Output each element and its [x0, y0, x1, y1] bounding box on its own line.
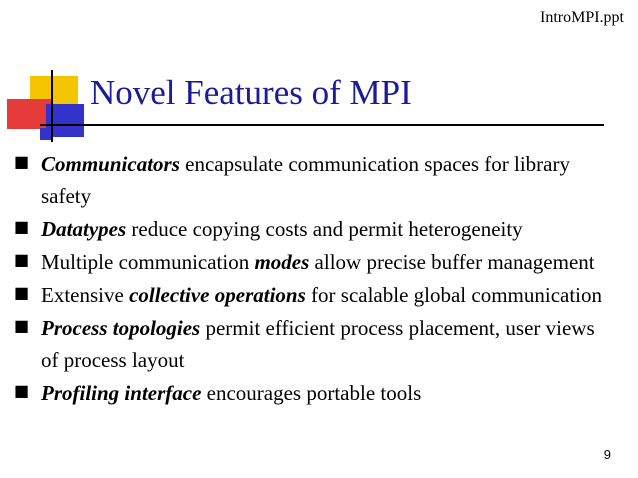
square-bullet-icon: ■: [14, 217, 30, 236]
page-number: 9: [603, 447, 611, 462]
emphasis-term: Datatypes: [41, 217, 127, 241]
title-divider: [40, 124, 604, 126]
emphasis-term: Process topologies: [41, 316, 201, 340]
bullet-item: ■ Process topologies permit efficient process placement, user views of process layout: [14, 316, 595, 372]
square-bullet-icon: ■: [14, 381, 30, 400]
logo-vertical-line: [51, 70, 53, 142]
bullet-item: ■ Datatypes reduce copying costs and permit heterogeneity: [14, 217, 523, 241]
bullet-item: ■ Multiple communication modes allow precise buffer management: [14, 250, 595, 274]
bullet-item: ■ Communicators encapsulate communication spaces for library safety: [14, 152, 570, 208]
emphasis-term: modes: [254, 250, 310, 274]
decorative-logo: [0, 0, 100, 150]
emphasis-term: Communicators: [41, 152, 180, 176]
emphasis-term: collective operations: [129, 283, 306, 307]
emphasis-term: Profiling interface: [41, 381, 202, 405]
square-bullet-icon: ■: [14, 152, 30, 171]
bullet-item: ■ Extensive collective operations for scalable global communication: [14, 283, 603, 307]
square-bullet-icon: ■: [14, 283, 30, 302]
bullet-item: ■ Profiling interface encourages portable tools: [14, 381, 422, 405]
header-filename: IntroMPI.ppt: [540, 9, 624, 26]
bullet-list: [14, 148, 614, 410]
square-bullet-icon: ■: [14, 250, 30, 269]
square-bullet-icon: ■: [14, 316, 30, 335]
slide-title: Novel Features of MPI: [90, 73, 412, 112]
